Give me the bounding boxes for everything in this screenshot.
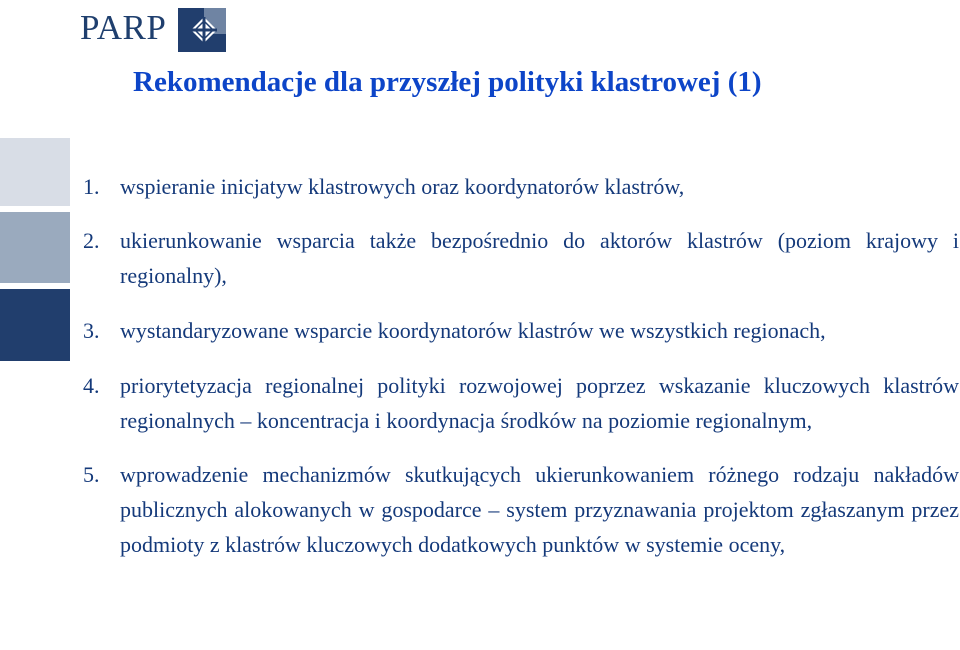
list-item-text: wprowadzenie mechanizmów skutkujących ukierunkowaniem różnego rodzaju nakładów publicznych alokowanych w gospodarce – system przyznawania projektom zgłaszanym przez podmioty z klastrów kluczowych dodatkowych punktów w systemie oceny, bbox=[120, 462, 959, 557]
list-item bbox=[83, 457, 959, 562]
sidebar-block-light bbox=[0, 138, 70, 206]
list-item-number: 4. bbox=[83, 373, 100, 398]
list-item-number: 3. bbox=[83, 318, 100, 343]
list-item-text: priorytetyzacja regionalnej polityki rozwojowej poprzez wskazanie kluczowych klastrów regionalnych – koncentracja i koordynacja środków na poziomie regionalnym, bbox=[120, 373, 959, 433]
list-item-number: 2. bbox=[83, 228, 100, 253]
logo-text: PARP bbox=[80, 8, 167, 47]
parp-logo-mark-icon bbox=[174, 4, 230, 56]
sidebar-block-mid bbox=[0, 212, 70, 283]
list-item bbox=[83, 169, 959, 204]
list-item bbox=[83, 368, 959, 438]
list-item bbox=[83, 223, 959, 293]
page-title: Rekomendacje dla przyszłej polityki klastrowej (1) bbox=[133, 66, 762, 98]
list-item-text: ukierunkowanie wsparcia także bezpośrednio do aktorów klastrów (poziom krajowy i regionalny), bbox=[120, 228, 959, 288]
sidebar-block-dark bbox=[0, 289, 70, 361]
list-item-text: wystandaryzowane wsparcie koordynatorów klastrów we wszystkich regionach, bbox=[120, 318, 826, 343]
list-item-number: 5. bbox=[83, 462, 100, 487]
list-item-text: wspieranie inicjatyw klastrowych oraz koordynatorów klastrów, bbox=[120, 174, 685, 199]
list-item bbox=[83, 313, 959, 348]
recommendations-list bbox=[83, 169, 959, 562]
list-item-number: 1. bbox=[83, 174, 100, 199]
